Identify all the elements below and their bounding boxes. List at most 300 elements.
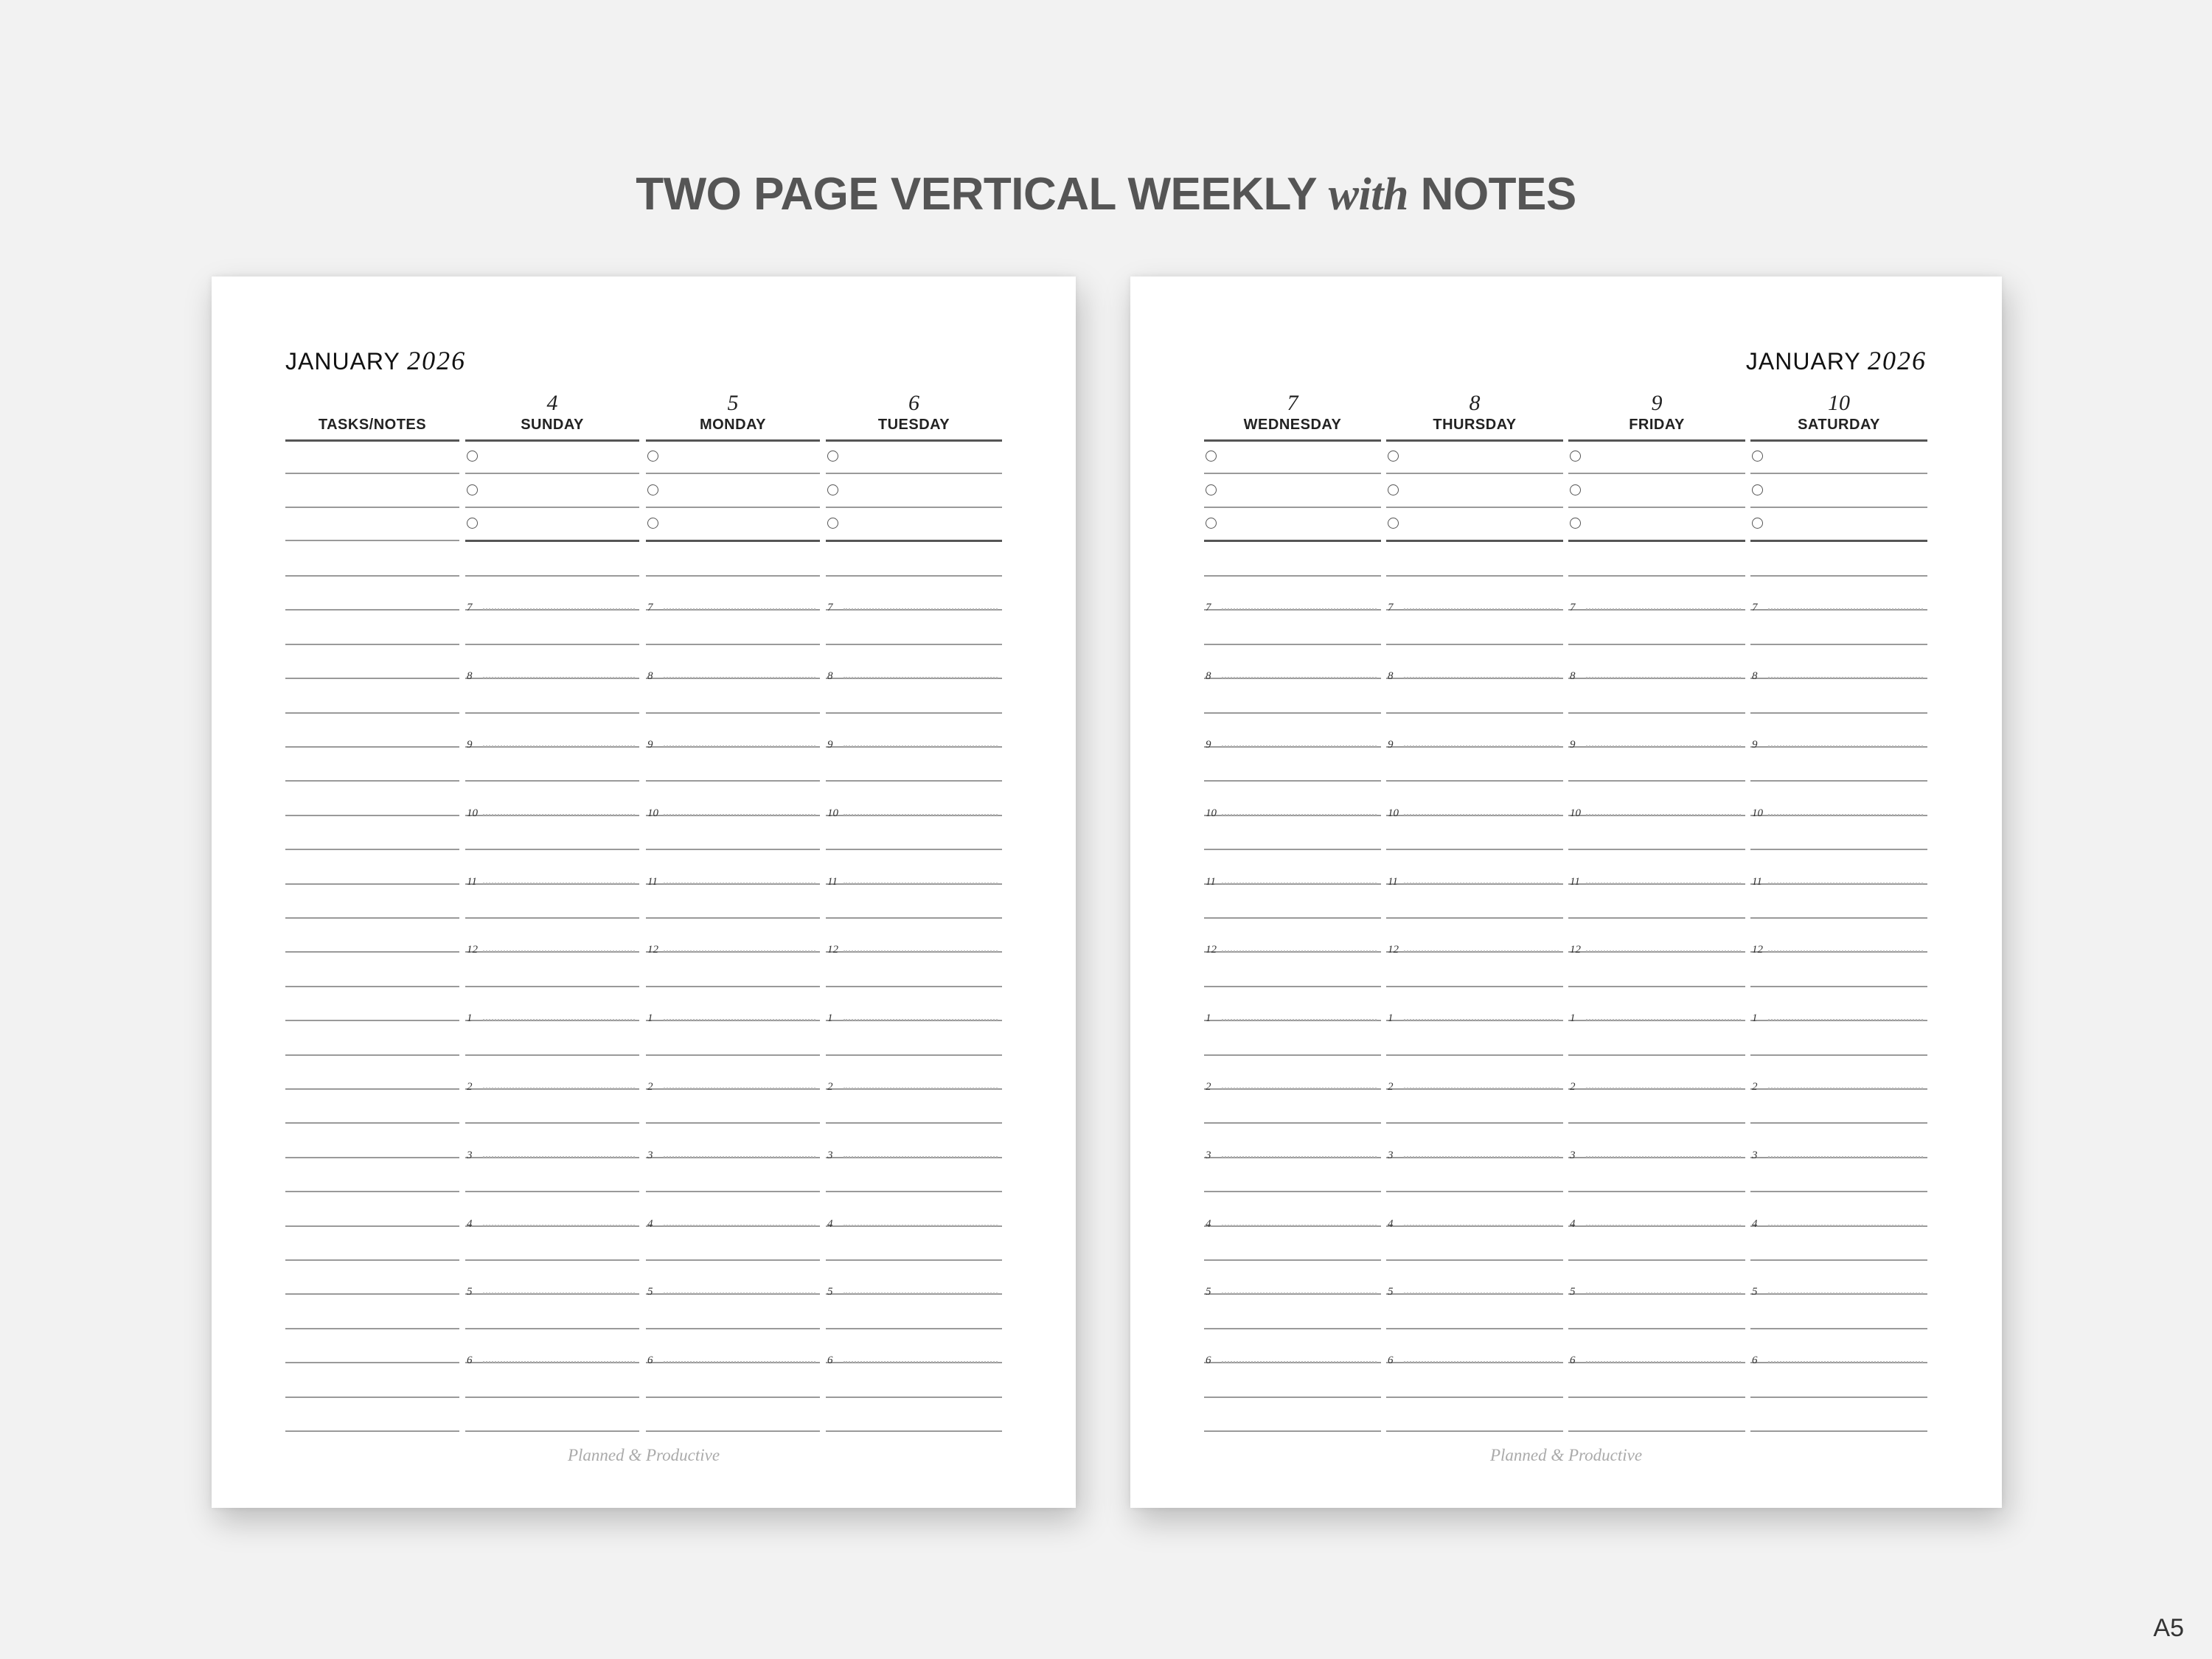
task-checkbox: [647, 484, 658, 495]
ruled-line: [285, 1328, 459, 1329]
hour-dotted-line: [1404, 1293, 1559, 1294]
ruled-line: [285, 849, 459, 850]
hour-dotted-line: [1222, 1019, 1377, 1020]
ruled-line: [826, 917, 1002, 919]
format-label: A5: [2153, 1614, 2184, 1642]
task-line: [1204, 540, 1381, 542]
hour-dotted-line: [1768, 814, 1923, 815]
hour-label: 12: [1752, 944, 1763, 956]
hour-dotted-line: [483, 1225, 635, 1226]
ruled-line: [826, 780, 1002, 782]
ruled-line: [285, 1225, 459, 1227]
hour-label: 5: [467, 1286, 473, 1298]
hour-label: 11: [1570, 875, 1580, 888]
hour-dotted-line: [1768, 1156, 1923, 1158]
hour-label: 2: [1206, 1081, 1211, 1093]
ruled-line: [826, 644, 1002, 645]
ruled-line: [646, 644, 820, 645]
ruled-line: [465, 1259, 639, 1261]
hour-dotted-line: [1768, 883, 1923, 884]
task-checkbox: [467, 518, 478, 529]
hour-dotted-line: [1768, 1225, 1923, 1226]
hour-label: 4: [647, 1217, 653, 1230]
task-line: [1568, 540, 1745, 542]
hour-dotted-line: [1222, 950, 1377, 952]
hour-dotted-line: [483, 677, 635, 678]
hour-label: 6: [1206, 1354, 1211, 1367]
ruled-line: [1750, 780, 1927, 782]
hour-dotted-line: [483, 883, 635, 884]
hour-dotted-line: [664, 1019, 815, 1020]
task-line: [1386, 473, 1563, 474]
hour-dotted-line: [1404, 745, 1559, 747]
hour-dotted-line: [1768, 608, 1923, 610]
ruled-line: [1750, 1054, 1927, 1056]
ruled-line: [1204, 644, 1381, 645]
task-line: [826, 507, 1002, 508]
ruled-line: [1386, 849, 1563, 850]
hour-dotted-line: [844, 1156, 998, 1158]
hour-label: 7: [647, 602, 653, 614]
hour-dotted-line: [1222, 1361, 1377, 1363]
ruled-line: [826, 712, 1002, 714]
hour-dotted-line: [844, 883, 998, 884]
day-column: [646, 276, 820, 1508]
page-heading: [0, 168, 2212, 227]
hour-dotted-line: [1586, 1088, 1741, 1089]
ruled-line: [646, 917, 820, 919]
hour-dotted-line: [844, 814, 998, 815]
day-column: [465, 276, 639, 1508]
hour-label: 7: [827, 602, 833, 614]
ruled-line: [285, 1020, 459, 1021]
ruled-line: [826, 1259, 1002, 1261]
hour-dotted-line: [664, 814, 815, 815]
ruled-line: [1568, 1430, 1745, 1432]
task-line: [285, 473, 459, 474]
hour-dotted-line: [1222, 745, 1377, 747]
ruled-line: [1750, 917, 1927, 919]
task-line: [285, 507, 459, 508]
hour-label: 6: [1752, 1354, 1758, 1367]
hour-label: 8: [1388, 670, 1394, 683]
hour-label: 8: [1570, 670, 1576, 683]
hour-dotted-line: [1222, 1088, 1377, 1089]
hour-dotted-line: [1768, 950, 1923, 952]
hour-dotted-line: [844, 1361, 998, 1363]
ruled-line: [646, 1430, 820, 1432]
ruled-line: [465, 1122, 639, 1124]
ruled-line: [1568, 1328, 1745, 1329]
hour-dotted-line: [664, 1225, 815, 1226]
ruled-line: [826, 849, 1002, 850]
hour-dotted-line: [1404, 1225, 1559, 1226]
ruled-line: [1750, 712, 1927, 714]
day-name: MONDAY: [699, 417, 767, 433]
task-checkbox: [1206, 484, 1217, 495]
hour-dotted-line: [844, 950, 998, 952]
ruled-line: [1204, 1122, 1381, 1124]
ruled-line: [1750, 1191, 1927, 1192]
hour-label: 10: [1570, 807, 1581, 819]
hour-dotted-line: [1586, 1361, 1741, 1363]
ruled-line: [465, 1191, 639, 1192]
hour-label: 2: [647, 1081, 653, 1093]
hour-label: 5: [1388, 1286, 1394, 1298]
ruled-line: [826, 1430, 1002, 1432]
hour-label: 5: [1206, 1286, 1211, 1298]
ruled-line: [465, 1054, 639, 1056]
hour-dotted-line: [664, 950, 815, 952]
ruled-line: [1386, 1328, 1563, 1329]
ruled-line: [826, 1122, 1002, 1124]
task-line: [646, 507, 820, 508]
ruled-line: [285, 1362, 459, 1363]
hour-dotted-line: [1586, 608, 1741, 610]
task-line: [1386, 507, 1563, 508]
task-checkbox: [467, 484, 478, 495]
hour-label: 9: [1570, 739, 1576, 751]
hour-label: 12: [1206, 944, 1217, 956]
hour-label: 2: [1570, 1081, 1576, 1093]
hour-dotted-line: [1404, 883, 1559, 884]
hour-dotted-line: [483, 745, 635, 747]
ruled-line: [465, 644, 639, 645]
hour-label: 8: [1206, 670, 1211, 683]
tasks-notes-column: [285, 276, 459, 1508]
hour-label: 5: [647, 1286, 653, 1298]
header-rule: [465, 439, 639, 442]
ruled-line: [1386, 780, 1563, 782]
header-rule: [646, 439, 820, 442]
ruled-line: [646, 1054, 820, 1056]
ruled-line: [1750, 1122, 1927, 1124]
ruled-line: [285, 815, 459, 816]
ruled-line: [826, 986, 1002, 987]
hour-dotted-line: [1404, 1361, 1559, 1363]
hour-dotted-line: [1586, 814, 1741, 815]
day-name: FRIDAY: [1629, 417, 1685, 433]
header-rule: [1750, 439, 1927, 442]
ruled-line: [285, 1397, 459, 1398]
hour-label: 6: [827, 1354, 833, 1367]
heading-with: with: [1328, 170, 1408, 220]
day-number: 5: [727, 391, 739, 415]
hour-dotted-line: [1768, 1019, 1923, 1020]
task-checkbox: [467, 451, 478, 462]
hour-dotted-line: [844, 677, 998, 678]
task-checkbox: [1752, 518, 1763, 529]
ruled-line: [1568, 1259, 1745, 1261]
ruled-line: [1204, 917, 1381, 919]
ruled-line: [285, 780, 459, 782]
hour-dotted-line: [844, 745, 998, 747]
hour-label: 1: [1388, 1012, 1394, 1025]
day-name: TUESDAY: [877, 417, 950, 433]
hour-dotted-line: [664, 745, 815, 747]
ruled-line: [1568, 644, 1745, 645]
hour-label: 8: [467, 670, 473, 683]
ruled-line: [285, 986, 459, 987]
hour-label: 4: [1570, 1217, 1576, 1230]
hour-dotted-line: [1586, 1225, 1741, 1226]
task-line: [1204, 507, 1381, 508]
hour-label: 4: [827, 1217, 833, 1230]
task-checkbox: [647, 518, 658, 529]
hour-label: 3: [647, 1149, 653, 1161]
hour-dotted-line: [1586, 1019, 1741, 1020]
hour-label: 3: [1570, 1149, 1576, 1161]
ruled-line: [646, 780, 820, 782]
ruled-line: [646, 986, 820, 987]
hour-label: 9: [467, 739, 473, 751]
hour-label: 6: [1570, 1354, 1576, 1367]
task-line: [826, 540, 1002, 542]
ruled-line: [1568, 917, 1745, 919]
ruled-line: [646, 1259, 820, 1261]
ruled-line: [826, 1397, 1002, 1398]
ruled-line: [1568, 1122, 1745, 1124]
ruled-line: [1204, 1397, 1381, 1398]
header-rule: [1204, 439, 1381, 442]
ruled-line: [826, 1191, 1002, 1192]
task-line: [1568, 507, 1745, 508]
ruled-line: [1386, 1259, 1563, 1261]
hour-label: 12: [1388, 944, 1399, 956]
hour-dotted-line: [1768, 1088, 1923, 1089]
hour-dotted-line: [483, 1293, 635, 1294]
ruled-line: [1204, 1259, 1381, 1261]
hour-label: 9: [1388, 739, 1394, 751]
day-column: [1568, 276, 1745, 1508]
hour-dotted-line: [1222, 677, 1377, 678]
hour-dotted-line: [1586, 1293, 1741, 1294]
task-line: [646, 540, 820, 542]
hour-label: 7: [1206, 602, 1211, 614]
task-checkbox: [1206, 518, 1217, 529]
task-line: [465, 507, 639, 508]
hour-label: 5: [1570, 1286, 1576, 1298]
ruled-line: [285, 1430, 459, 1432]
task-line: [1204, 473, 1381, 474]
ruled-line: [1568, 712, 1745, 714]
ruled-line: [465, 1328, 639, 1329]
hour-dotted-line: [844, 1293, 998, 1294]
task-line: [1750, 473, 1927, 474]
day-column: [826, 276, 1002, 1508]
hour-dotted-line: [664, 1088, 815, 1089]
hour-dotted-line: [483, 814, 635, 815]
hour-dotted-line: [1404, 677, 1559, 678]
hour-label: 12: [1570, 944, 1581, 956]
task-checkbox: [1752, 451, 1763, 462]
hour-dotted-line: [483, 1156, 635, 1158]
hour-dotted-line: [1586, 745, 1741, 747]
hour-label: 1: [647, 1012, 653, 1025]
hour-label: 8: [647, 670, 653, 683]
day-name: THURSDAY: [1433, 417, 1517, 433]
hour-dotted-line: [1768, 1293, 1923, 1294]
hour-dotted-line: [844, 1019, 998, 1020]
ruled-line: [285, 951, 459, 953]
ruled-line: [285, 1293, 459, 1295]
hour-label: 11: [467, 875, 477, 888]
task-line: [826, 473, 1002, 474]
ruled-line: [465, 712, 639, 714]
hour-label: 7: [467, 602, 473, 614]
hour-label: 4: [467, 1217, 473, 1230]
ruled-line: [646, 849, 820, 850]
hour-label: 4: [1388, 1217, 1394, 1230]
hour-label: 10: [1388, 807, 1399, 819]
task-line: [1750, 540, 1927, 542]
hour-label: 4: [1206, 1217, 1211, 1230]
heading-part1: TWO PAGE VERTICAL WEEKLY: [636, 169, 1329, 220]
ruled-line: [1386, 1122, 1563, 1124]
task-line: [465, 540, 639, 542]
ruled-line: [465, 1430, 639, 1432]
task-checkbox: [1388, 451, 1399, 462]
year-label: 2026: [407, 346, 467, 375]
ruled-line: [1386, 1430, 1563, 1432]
hour-label: 5: [1752, 1286, 1758, 1298]
ruled-line: [1204, 1430, 1381, 1432]
ruled-line: [1750, 849, 1927, 850]
hour-label: 1: [827, 1012, 833, 1025]
month-label: JANUARY: [285, 348, 400, 375]
ruled-line: [1204, 712, 1381, 714]
hour-label: 2: [467, 1081, 473, 1093]
header-rule: [1386, 439, 1563, 442]
ruled-line: [285, 1122, 459, 1124]
ruled-line: [465, 780, 639, 782]
hour-label: 3: [1752, 1149, 1758, 1161]
hour-dotted-line: [1586, 1156, 1741, 1158]
ruled-line: [646, 575, 820, 577]
month-label: JANUARY: [1745, 348, 1861, 375]
ruled-line: [1568, 986, 1745, 987]
ruled-line: [1386, 712, 1563, 714]
day-column: [1750, 276, 1927, 1508]
hour-dotted-line: [664, 883, 815, 884]
hour-label: 9: [1206, 739, 1211, 751]
task-checkbox: [827, 518, 838, 529]
hour-dotted-line: [1404, 608, 1559, 610]
hour-dotted-line: [844, 608, 998, 610]
task-line: [465, 473, 639, 474]
task-checkbox: [827, 451, 838, 462]
hour-label: 2: [1388, 1081, 1394, 1093]
hour-dotted-line: [1222, 1225, 1377, 1226]
hour-label: 11: [1388, 875, 1398, 888]
ruled-line: [1750, 1259, 1927, 1261]
ruled-line: [1386, 917, 1563, 919]
ruled-line: [285, 883, 459, 885]
ruled-line: [646, 1122, 820, 1124]
ruled-line: [1204, 1054, 1381, 1056]
task-checkbox: [1388, 518, 1399, 529]
ruled-line: [285, 1088, 459, 1090]
hour-label: 11: [1206, 875, 1216, 888]
hour-dotted-line: [1222, 1293, 1377, 1294]
hour-label: 1: [467, 1012, 473, 1025]
ruled-line: [285, 1259, 459, 1261]
ruled-line: [285, 1054, 459, 1056]
hour-dotted-line: [1768, 745, 1923, 747]
ruled-line: [1750, 644, 1927, 645]
ruled-line: [1386, 644, 1563, 645]
ruled-line: [465, 917, 639, 919]
hour-dotted-line: [1404, 1088, 1559, 1089]
day-column: [1386, 276, 1563, 1508]
ruled-line: [826, 1328, 1002, 1329]
hour-label: 12: [827, 944, 838, 956]
ruled-line: [1386, 1397, 1563, 1398]
hour-label: 3: [467, 1149, 473, 1161]
right-planner-page: [1130, 276, 2002, 1508]
hour-dotted-line: [483, 1361, 635, 1363]
ruled-line: [1750, 1328, 1927, 1329]
hour-label: 12: [467, 944, 478, 956]
ruled-line: [1750, 986, 1927, 987]
ruled-line: [1204, 849, 1381, 850]
heading-part2: NOTES: [1408, 169, 1576, 220]
ruled-line: [465, 1397, 639, 1398]
ruled-line: [285, 609, 459, 611]
hour-label: 10: [1752, 807, 1763, 819]
day-number: 9: [1651, 391, 1663, 415]
ruled-line: [1204, 986, 1381, 987]
day-column: [1204, 276, 1381, 1508]
task-checkbox: [647, 451, 658, 462]
hour-label: 2: [1752, 1081, 1758, 1093]
task-checkbox: [1388, 484, 1399, 495]
ruled-line: [1568, 1054, 1745, 1056]
hour-dotted-line: [483, 608, 635, 610]
day-number: 8: [1469, 391, 1481, 415]
ruled-line: [1386, 1191, 1563, 1192]
ruled-line: [1204, 1328, 1381, 1329]
hour-dotted-line: [483, 950, 635, 952]
hour-label: 6: [467, 1354, 473, 1367]
hour-dotted-line: [1222, 1156, 1377, 1158]
hour-label: 5: [827, 1286, 833, 1298]
hour-label: 4: [1752, 1217, 1758, 1230]
tasks-notes-header: TASKS/NOTES: [318, 417, 427, 433]
hour-label: 7: [1570, 602, 1576, 614]
hour-label: 11: [1752, 875, 1762, 888]
hour-label: 2: [827, 1081, 833, 1093]
hour-label: 1: [1570, 1012, 1576, 1025]
day-number: 4: [546, 391, 558, 415]
hour-label: 7: [1752, 602, 1758, 614]
hour-label: 3: [1206, 1149, 1211, 1161]
ruled-line: [285, 644, 459, 645]
hour-dotted-line: [844, 1225, 998, 1226]
hour-label: 9: [1752, 739, 1758, 751]
ruled-line: [1568, 780, 1745, 782]
ruled-line: [1750, 575, 1927, 577]
hour-label: 3: [1388, 1149, 1394, 1161]
ruled-line: [826, 1054, 1002, 1056]
task-checkbox: [1570, 518, 1581, 529]
hour-label: 9: [647, 739, 653, 751]
hour-label: 11: [827, 875, 838, 888]
task-checkbox: [1206, 451, 1217, 462]
task-line: [1568, 473, 1745, 474]
hour-label: 1: [1752, 1012, 1758, 1025]
hour-dotted-line: [1222, 608, 1377, 610]
